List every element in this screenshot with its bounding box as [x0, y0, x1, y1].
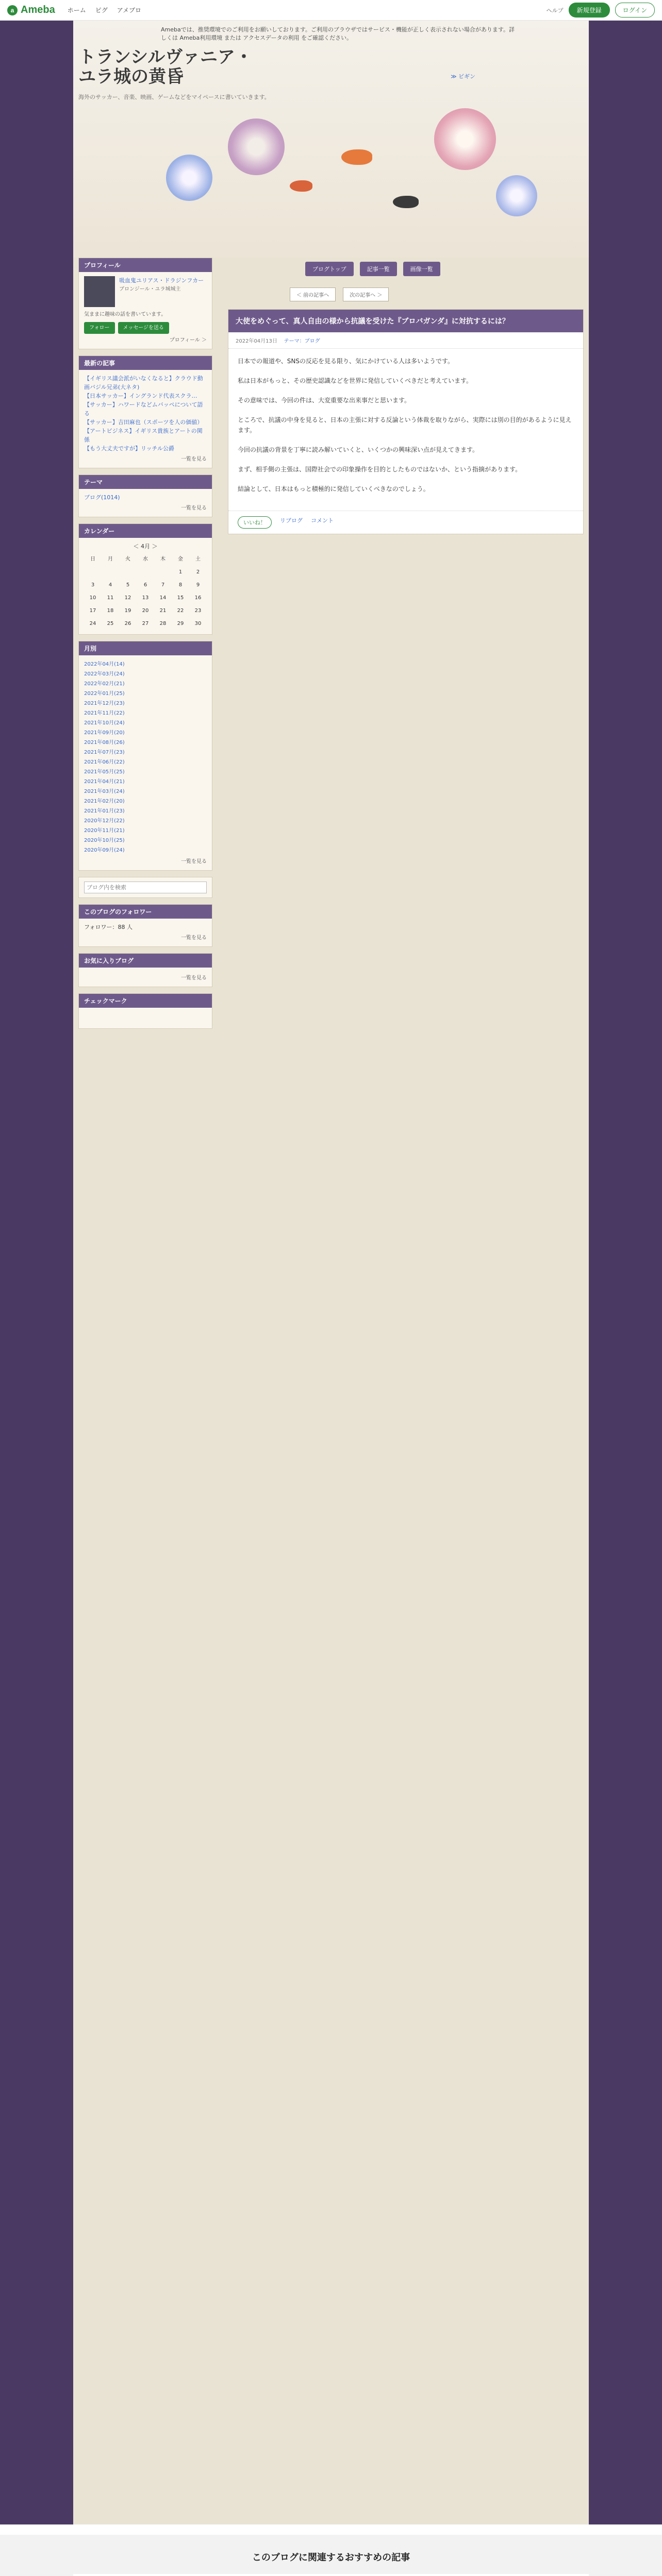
calendar-day[interactable]: 11 — [107, 595, 114, 601]
article-pager-top — [290, 287, 389, 301]
tab-image-list[interactable]: 画像一覧 — [403, 262, 440, 276]
morning-glory-decoration — [496, 175, 537, 216]
archive-month-link[interactable]: 2021年07月(23) — [84, 750, 125, 755]
calendar-day[interactable]: 12 — [124, 595, 131, 601]
calendar-weekday: 土 — [195, 556, 201, 562]
calendar-day[interactable]: 25 — [107, 621, 114, 626]
archive-month-link[interactable]: 2022年01月(25) — [84, 691, 125, 697]
like-button[interactable]: いいね！ — [238, 516, 272, 529]
recent-articles-box — [78, 355, 212, 468]
article-title[interactable]: 大使をめぐって、真人自由の様から抗議を受けた『ブロバガンダ』に対抗するには？ — [228, 310, 583, 332]
profile-role: ブロンジール・ユラ城城主 — [119, 286, 181, 292]
calendar-day[interactable]: 1 — [178, 569, 183, 575]
ameba-logo-text: Ameba — [21, 4, 55, 15]
calendar-day[interactable]: 19 — [124, 608, 131, 614]
top-bar — [0, 0, 662, 21]
calendar-day[interactable]: 3 — [91, 582, 95, 588]
header-link[interactable]: ≫ ビギン — [451, 73, 475, 80]
calendar-day[interactable]: 7 — [161, 582, 165, 588]
article-paragraph: 日本での報道や、SNSの反応を見る限り、気にかけている人は多いようです。 — [238, 358, 454, 365]
calendar-weekday: 日 — [90, 556, 95, 562]
calendar-day[interactable]: 9 — [196, 582, 200, 588]
calendar-day[interactable]: 21 — [159, 608, 167, 614]
archive-month-link[interactable]: 2021年02月(20) — [84, 799, 125, 804]
calendar-day[interactable]: 10 — [89, 595, 96, 601]
archive-month-link[interactable]: 2021年01月(23) — [84, 808, 125, 814]
calendar-day — [84, 566, 102, 579]
calendar-weekday: 金 — [178, 556, 183, 562]
morning-glory-decoration — [434, 108, 496, 170]
blog-header — [73, 21, 589, 258]
related-grid — [73, 2574, 589, 2576]
archive-month-link[interactable]: 2022年03月(24) — [84, 671, 125, 677]
prev-article-button[interactable]: ＜ 前の記事へ — [290, 287, 336, 301]
archive-month-link[interactable]: 2020年11月(21) — [84, 828, 125, 834]
article-paragraph: その意味では、今回の件は、大変重要な出来事だと思います。 — [238, 397, 411, 404]
calendar-day[interactable]: 4 — [108, 582, 112, 588]
goldfish-decoration — [393, 196, 419, 208]
calendar-day[interactable]: 27 — [142, 621, 149, 626]
archive-month-link[interactable]: 2021年11月(22) — [84, 710, 125, 716]
favorite-heading: お気に入りブログ — [79, 954, 212, 968]
profile-box — [78, 258, 212, 349]
archive-month-link[interactable]: 2020年12月(22) — [84, 818, 125, 824]
followers-box — [78, 904, 212, 947]
article-paragraph: 私は日本がもっと、その歴史認識などを世界に発信していくべきだと考えています。 — [238, 377, 473, 384]
blog-container — [73, 21, 589, 2524]
article-meta — [228, 332, 583, 349]
theme-more-link[interactable]: 一覧を見る — [181, 505, 207, 511]
article-paragraph: 今回の抗議の背景を丁寧に読み解いていくと、いくつかの興味深い点が見えてきます。 — [238, 446, 479, 453]
top-right — [547, 3, 655, 18]
top-nav-home[interactable]: ホーム — [67, 7, 86, 14]
login-button[interactable]: ログイン — [615, 3, 655, 18]
signup-button[interactable]: 新規登録 — [569, 3, 610, 18]
calendar-heading: カレンダー — [79, 524, 212, 538]
calendar-day[interactable]: 2 — [196, 569, 200, 575]
recent-article-link[interactable]: 【サッカー】吉田麻也（スポーツを人の価値） — [84, 419, 203, 426]
archive-box — [78, 641, 212, 871]
recent-article-link[interactable]: 【日本サッカー】イングランド代表スクラ… — [84, 393, 197, 399]
calendar-day[interactable]: 28 — [159, 621, 167, 626]
calendar-day[interactable]: 20 — [142, 608, 149, 614]
morning-glory-decoration — [228, 118, 285, 175]
message-button[interactable]: メッセージを送る — [118, 322, 169, 334]
calendar-day[interactable]: 23 — [194, 608, 202, 614]
help-link[interactable]: ヘルプ — [546, 7, 564, 14]
archive-more-link[interactable]: 一覧を見る — [181, 859, 207, 865]
followers-count: フォロワー：88 人 — [84, 924, 133, 930]
followers-heading: このブログのフォロワー — [79, 905, 212, 919]
goldfish-decoration — [341, 149, 372, 165]
calendar-day[interactable]: 16 — [194, 595, 202, 601]
calendar-day — [154, 566, 172, 579]
comment-button[interactable]: コメント — [311, 517, 334, 524]
profile-name[interactable]: 吸血鬼ユリアス・ドラジンフカー — [119, 277, 204, 284]
calendar-day[interactable]: 13 — [142, 595, 149, 601]
archive-month-link[interactable]: 2022年04月(14) — [84, 662, 125, 667]
archive-month-link[interactable]: 2022年02月(21) — [84, 681, 125, 687]
calendar-weekday: 水 — [143, 556, 148, 562]
main-column — [228, 309, 584, 534]
blog-subtitle: 海外のサッカー、音楽、映画、ゲームなどをマイペースに書いていきます。 — [78, 94, 270, 100]
article-paragraph: まず、相手側の主張は、国際社会での印象操作を目的としたものではないか、という指摘があります。 — [238, 466, 522, 473]
profile-more-link[interactable]: プロフィール ＞ — [169, 337, 207, 343]
theme-box — [78, 474, 212, 517]
article-theme[interactable]: テーマ：ブログ — [284, 338, 320, 344]
reblog-button[interactable]: リブログ — [280, 517, 303, 524]
recent-article-link[interactable]: 【アートビジネス】イギリス貴族とアートの関係 — [84, 428, 203, 443]
profile-heading: プロフィール — [79, 258, 212, 272]
theme-heading: テーマ — [79, 475, 212, 489]
calendar-weekday: 火 — [125, 556, 130, 562]
tab-blog-top[interactable]: ブログトップ — [305, 262, 354, 276]
calendar-box — [78, 523, 212, 635]
blog-tabs — [305, 262, 440, 276]
top-nav-pigg[interactable]: ピグ — [95, 7, 108, 14]
article-paragraph: ところで、抗議の中身を見ると、日本の主張に対する反論という体裁を取りながら、実際には別の目的があるように見えます。 — [238, 416, 572, 434]
calendar-day[interactable]: 22 — [177, 608, 184, 614]
ameba-logo-icon: a — [7, 5, 18, 15]
favorite-box — [78, 953, 212, 987]
recent-articles-heading: 最新の記事 — [79, 356, 212, 370]
article-actions — [228, 511, 583, 534]
calendar-weekday: 木 — [160, 556, 166, 562]
recent-more-link[interactable]: 一覧を見る — [181, 456, 207, 462]
calendar-day — [102, 566, 119, 579]
top-nav — [68, 6, 141, 14]
theme-link[interactable]: ブログ(1014) — [84, 494, 120, 501]
calendar-table — [84, 553, 207, 630]
archive-heading: 月別 — [79, 641, 212, 655]
archive-month-link[interactable]: 2020年09月(24) — [84, 848, 125, 853]
avatar[interactable] — [84, 276, 115, 307]
archive-month-link[interactable]: 2021年06月(22) — [84, 759, 125, 765]
follow-button[interactable]: フォロー — [84, 322, 115, 334]
article-body — [228, 349, 583, 511]
article-date: 2022年04月13日 — [236, 338, 277, 344]
calendar-day — [137, 566, 154, 579]
archive-month-link[interactable]: 2020年10月(25) — [84, 838, 125, 843]
sidebar — [78, 258, 212, 1035]
archive-month-link[interactable]: 2021年03月(24) — [84, 789, 125, 794]
recent-article-link[interactable]: 【もう大丈夫ですが】リッチル公爵 — [84, 445, 175, 452]
recent-article-link[interactable]: 【イギリス議会派がいなくなると】クラウド動画バジル兄弟(大ネタ) — [84, 375, 203, 391]
calendar-day[interactable]: 24 — [89, 621, 96, 626]
calendar-day[interactable]: 26 — [124, 621, 131, 626]
archive-month-link[interactable]: 2021年04月(21) — [84, 779, 125, 785]
top-nav-ameblo[interactable]: アメブロ — [117, 7, 142, 14]
archive-month-link[interactable]: 2021年09月(20) — [84, 730, 125, 736]
calendar-day[interactable]: 17 — [89, 608, 96, 614]
archive-month-link[interactable]: 2021年12月(23) — [84, 701, 125, 706]
calendar-month[interactable]: ＜ 4月 ＞ — [133, 543, 158, 550]
browser-notice: Amebaでは、推奨環境でのご利用をお願いしております。ご利用のブラウザではサービス・機能が正しく表示されない場合があります。詳しくは Ameba利用環境 または アクセスデータの利用 をご確認ください。 — [161, 26, 515, 41]
search-box — [78, 877, 212, 898]
calendar-day[interactable]: 8 — [178, 582, 183, 588]
related-title: このブログに関連するおすすめの記事 — [252, 2552, 410, 2563]
archive-month-link[interactable]: 2021年05月(25) — [84, 769, 125, 775]
ameba-logo[interactable] — [7, 4, 55, 16]
next-article-button[interactable]: 次の記事へ ＞ — [343, 287, 389, 301]
blog-title[interactable]: トランシルヴァニア・ ユラ城の黄昏 — [78, 47, 253, 87]
check-heading: チェックマーク — [79, 994, 212, 1008]
calendar-day — [119, 566, 137, 579]
calendar-day[interactable]: 6 — [143, 582, 147, 588]
followers-more-link[interactable]: 一覧を見る — [181, 935, 207, 941]
article-paragraph: 結論として、日本はもっと積極的に発信していくべきなのでしょう。 — [238, 485, 429, 493]
morning-glory-decoration — [166, 155, 212, 201]
recent-article-link[interactable]: 【サッカー】ハワードなどムバッペについて語る — [84, 401, 203, 417]
related-section — [0, 2535, 662, 2576]
calendar-day[interactable]: 30 — [194, 621, 202, 626]
calendar-weekday: 月 — [108, 556, 113, 562]
calendar-day[interactable]: 15 — [177, 595, 184, 601]
goldfish-decoration — [290, 180, 312, 192]
calendar-day[interactable]: 29 — [177, 621, 184, 626]
calendar-day[interactable]: 5 — [126, 582, 130, 588]
profile-description: 気ままに趣味の話を書いています。 — [84, 312, 167, 317]
calendar-day[interactable]: 18 — [107, 608, 114, 614]
check-box — [78, 993, 212, 1029]
tab-article-list[interactable]: 記事一覧 — [360, 262, 397, 276]
calendar-day[interactable]: 14 — [159, 595, 167, 601]
archive-month-link[interactable]: 2021年10月(24) — [84, 720, 125, 726]
blog-search-input[interactable] — [84, 882, 207, 893]
favorite-more-link[interactable]: 一覧を見る — [181, 975, 207, 981]
article — [228, 309, 584, 534]
archive-month-link[interactable]: 2021年08月(26) — [84, 740, 125, 745]
